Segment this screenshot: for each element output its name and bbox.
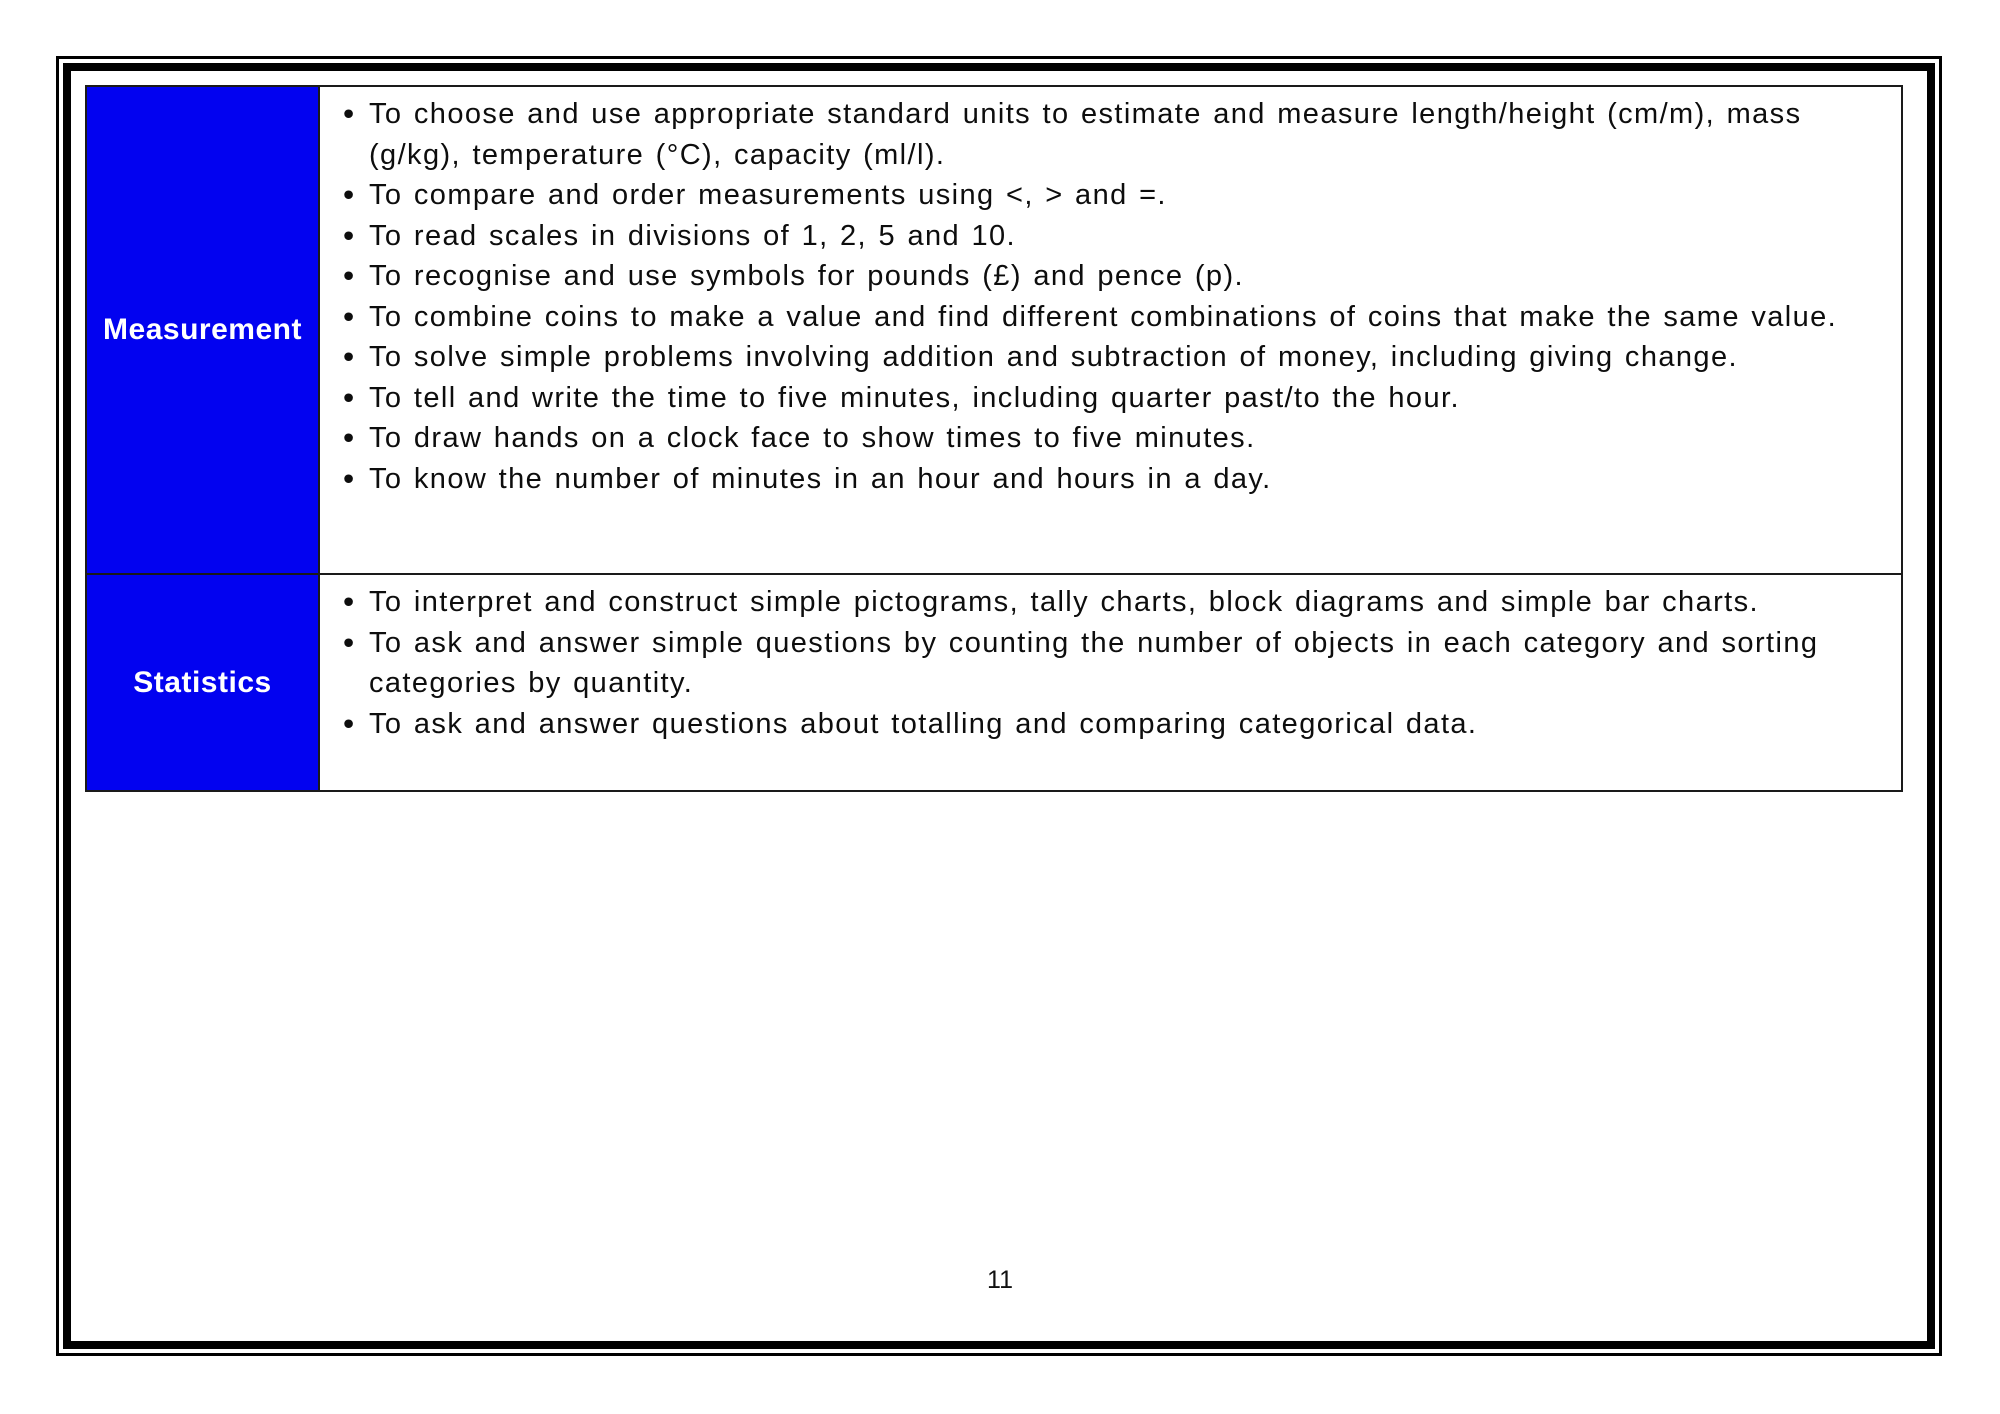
row-header-cell-statistics <box>87 575 320 790</box>
curriculum-table <box>85 85 1903 792</box>
bullet-list-statistics <box>342 582 1893 744</box>
row-header-label: Statistics <box>133 665 272 699</box>
bullet-list-measurement <box>342 94 1893 499</box>
row-header-cell-measurement <box>87 87 320 573</box>
bullet-item: • To solve simple problems involving addition and subtraction of money, including giving change. <box>342 337 1893 378</box>
table-row-statistics <box>87 573 1901 790</box>
page-number: 11 <box>987 1266 1013 1294</box>
bullet-item: • To combine coins to make a value and find different combinations of coins that make the same value. <box>342 297 1893 338</box>
bullet-item: • To choose and use appropriate standard units to estimate and measure length/height (cm/m), mass (g/kg), temperature (°C), capacity (ml/l). <box>342 94 1893 175</box>
bullet-item: • To draw hands on a clock face to show times to five minutes. <box>342 418 1893 459</box>
bullet-item: • To ask and answer simple questions by counting the number of objects in each category and sorting categories by quantity. <box>342 623 1893 704</box>
bullet-item: • To tell and write the time to five minutes, including quarter past/to the hour. <box>342 378 1893 419</box>
row-header-label: Measurement <box>103 313 302 346</box>
row-body-cell-measurement <box>320 87 1901 573</box>
row-body-cell-statistics <box>320 575 1901 790</box>
table-row-measurement <box>87 87 1901 573</box>
bullet-item: • To read scales in divisions of 1, 2, 5 and 10. <box>342 216 1893 257</box>
bullet-item: • To know the number of minutes in an hour and hours in a day. <box>342 459 1893 500</box>
bullet-item: • To ask and answer questions about totalling and comparing categorical data. <box>342 704 1893 745</box>
bullet-item: • To recognise and use symbols for pounds (£) and pence (p). <box>342 256 1893 297</box>
bullet-item: • To compare and order measurements using <, > and =. <box>342 175 1893 216</box>
bullet-item: • To interpret and construct simple pictograms, tally charts, block diagrams and simple bar charts. <box>342 582 1893 623</box>
